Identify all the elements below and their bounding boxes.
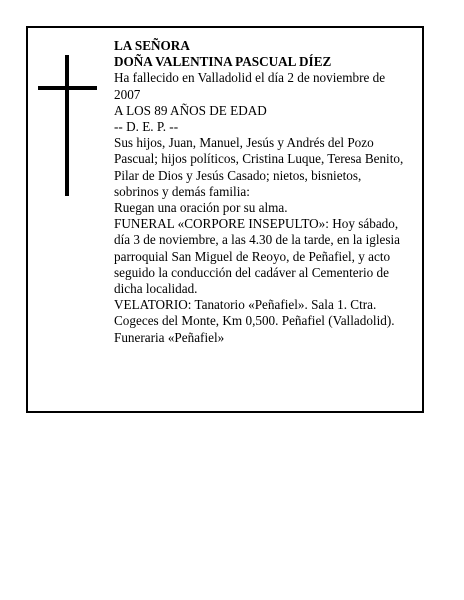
wake-details: VELATORIO: Tanatorio «Peñafiel». Sala 1. Ctra. Cogeces del Monte, Km 0,500. Peñafiel (Valladolid).: [114, 297, 395, 329]
funeral-home: Funeraria «Peñafiel»: [114, 329, 225, 345]
family-statement: Sus hijos, Juan, Manuel, Jesús y Andrés del Pozo Pascual; hijos políticos, Cristina Luque, Teresa Benito, Pilar de Dios y Jesús Casado; nietos, bisnietos, sobrinos y demás familia:: [114, 135, 404, 199]
prayer-request: Ruegan una oración por su alma.: [114, 200, 288, 216]
passing-statement: Ha fallecido en Valladolid el día 2 de noviembre de 2007: [114, 70, 386, 102]
title-line-1: LA SEÑORA: [114, 38, 190, 53]
deceased-name: DOÑA VALENTINA PASCUAL DÍEZ: [114, 54, 332, 70]
cross-horizontal-bar: [38, 86, 97, 90]
age-statement: A LOS 89 AÑOS DE EDAD: [114, 102, 267, 118]
funeral-details: FUNERAL «CORPORE INSEPULTO»: Hoy sábado, día 3 de noviembre, a las 4.30 de la tarde, en la iglesia parroquial San Miguel de Reoyo, de Peñafiel, y acto seguido la conducción del cadáver al Cementerio de dicha localidad.: [114, 216, 400, 297]
cross-vertical-bar: [65, 55, 69, 196]
obituary-text: [114, 38, 404, 346]
rip-line: -- D. E. P. --: [114, 119, 179, 135]
